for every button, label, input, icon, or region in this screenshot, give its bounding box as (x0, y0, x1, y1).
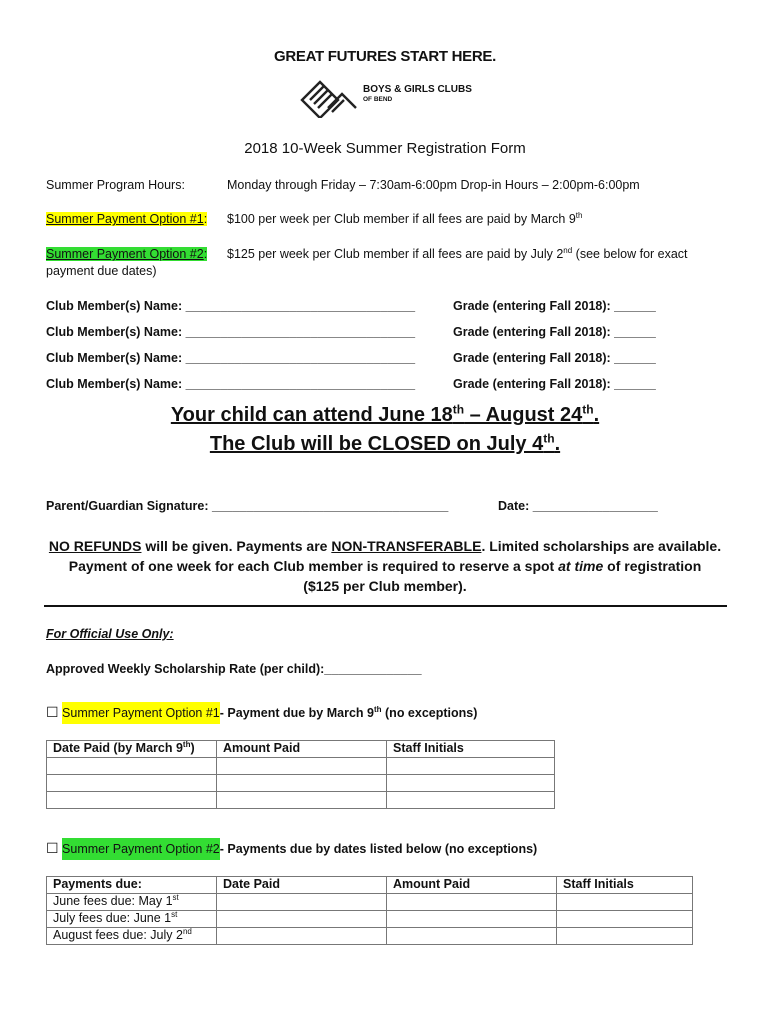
attend-line2-sup: th (543, 431, 555, 446)
attend-line1-a: Your child can attend June 18 (170, 404, 453, 426)
hours-label: Summer Program Hours: (46, 178, 185, 192)
notice-line2-b: of registration (603, 558, 702, 574)
checkbox-icon[interactable]: ☐ (46, 840, 59, 856)
table-cell[interactable] (217, 928, 387, 945)
official-opt2-label: Summer Payment Option #2 (62, 838, 220, 860)
option1-label-wrap (46, 212, 207, 226)
table-header: Payments due: (47, 877, 217, 894)
no-refunds: NO REFUNDS (48, 538, 142, 554)
form-title: 2018 10-Week Summer Registration Form (244, 140, 526, 157)
member-name-field[interactable]: Club Member(s) Name: _________________________________ (46, 299, 416, 313)
option2-text (227, 247, 688, 261)
notice-line3: ($125 per Club member). (303, 578, 467, 594)
table-cell[interactable] (387, 911, 557, 928)
table-header: Date Paid (217, 877, 387, 894)
option2-table (46, 876, 693, 945)
option1-sup: th (575, 210, 583, 220)
official-opt1 (46, 704, 477, 721)
option1-table (46, 740, 555, 809)
official-heading: For Official Use Only: (46, 627, 174, 641)
table-cell[interactable] (557, 894, 693, 911)
due-sup: nd (182, 926, 192, 936)
due-label (47, 928, 217, 945)
option2-desc-b: (see below for exact (572, 247, 688, 261)
divider (44, 605, 727, 607)
attend-line2-a: The Club will be CLOSED on July 4 (209, 433, 544, 455)
table-cell[interactable] (387, 792, 555, 809)
table-header: Amount Paid (217, 741, 387, 758)
notice-line2-a: Payment of one week for each Club member is required to reserve a spot (68, 558, 559, 574)
attend-sup2: th (582, 402, 594, 417)
table-cell[interactable] (217, 758, 387, 775)
table-cell[interactable] (217, 911, 387, 928)
member-name-field[interactable]: Club Member(s) Name: _________________________________ (46, 351, 416, 365)
table-cell[interactable] (557, 928, 693, 945)
non-transferable: NON-TRANSFERABLE (331, 538, 482, 554)
table-row (47, 792, 555, 809)
official-opt2 (46, 840, 537, 857)
due-label (47, 894, 217, 911)
club-logo-icon (298, 78, 360, 118)
attend-line1 (0, 404, 770, 427)
due-sup: st (172, 892, 179, 902)
table-cell[interactable] (47, 792, 217, 809)
attend-line2-b: . (554, 433, 561, 455)
table-row (47, 758, 555, 775)
table-cell[interactable] (47, 775, 217, 792)
table-header-text: Date Paid (by March 9 (53, 741, 183, 755)
due-label (47, 911, 217, 928)
table-cell[interactable] (217, 775, 387, 792)
official-opt1-label: Summer Payment Option #1 (62, 702, 220, 724)
table-cell[interactable] (387, 775, 555, 792)
option2-text-cont: payment due dates) (46, 264, 157, 278)
table-cell[interactable] (387, 928, 557, 945)
member-name-field[interactable]: Club Member(s) Name: _________________________________ (46, 325, 416, 339)
attend-line1-c: . (593, 404, 600, 426)
option1-colon: : (203, 212, 208, 226)
notice-italic: at time (558, 558, 604, 574)
member-grade-field[interactable]: Grade (entering Fall 2018): ______ (453, 377, 656, 391)
attend-sup1: th (452, 402, 465, 417)
official-opt2-text: - Payments due by dates listed below (no exceptions) (219, 842, 538, 856)
tagline: GREAT FUTURES START HERE. (274, 48, 496, 65)
option1-desc: $100 per week per Club member if all fees are paid by March 9 (227, 212, 576, 226)
table-cell[interactable] (387, 894, 557, 911)
table-header: Staff Initials (387, 741, 555, 758)
table-header-sup: th (182, 739, 191, 749)
table-cell[interactable] (557, 911, 693, 928)
table-row (47, 928, 693, 945)
official-opt1-text-b: (no exceptions) (381, 706, 478, 720)
table-cell[interactable] (47, 758, 217, 775)
member-grade-field[interactable]: Grade (entering Fall 2018): ______ (453, 325, 656, 339)
option2-colon: : (203, 247, 208, 261)
notice-line1 (0, 538, 770, 554)
option1-text (227, 212, 582, 226)
official-opt1-sup: th (373, 704, 382, 714)
table-row (47, 894, 693, 911)
org-sub: OF BEND (363, 96, 393, 103)
table-header-close: ) (190, 741, 195, 755)
official-opt1-text: - Payment due by March 9 (219, 706, 374, 720)
due-text: June fees due: May 1 (53, 894, 173, 908)
date-field[interactable]: Date: __________________ (498, 499, 658, 513)
notice-line2 (0, 558, 770, 574)
hours-value: Monday through Friday – 7:30am-6:00pm Drop-in Hours – 2:00pm-6:00pm (227, 178, 640, 192)
table-header: Amount Paid (387, 877, 557, 894)
table-cell[interactable] (387, 758, 555, 775)
table-header (47, 741, 217, 758)
table-row (47, 775, 555, 792)
attend-line2 (0, 433, 770, 456)
table-header: Staff Initials (557, 877, 693, 894)
member-grade-field[interactable]: Grade (entering Fall 2018): ______ (453, 299, 656, 313)
member-grade-field[interactable]: Grade (entering Fall 2018): ______ (453, 351, 656, 365)
table-cell[interactable] (217, 894, 387, 911)
due-text: July fees due: June 1 (53, 911, 172, 925)
notice-part1: will be given. Payments are (141, 538, 332, 554)
option2-label-wrap (46, 247, 207, 261)
due-sup: st (171, 909, 178, 919)
checkbox-icon[interactable]: ☐ (46, 704, 59, 720)
option2-desc: $125 per week per Club member if all fees are paid by July 2 (227, 247, 564, 261)
org-name: BOYS & GIRLS CLUBS (363, 84, 472, 95)
notice-part2: . Limited scholarships are available. (481, 538, 722, 554)
option1-label: Summer Payment Option #1 (46, 212, 204, 226)
attend-line1-b: – August 24 (464, 404, 583, 426)
member-name-field[interactable]: Club Member(s) Name: _________________________________ (46, 377, 416, 391)
option2-sup: nd (563, 245, 573, 255)
table-cell[interactable] (217, 792, 387, 809)
scholarship-field[interactable]: Approved Weekly Scholarship Rate (per child):______________ (46, 662, 422, 676)
option2-label: Summer Payment Option #2 (46, 247, 204, 261)
signature-field[interactable]: Parent/Guardian Signature: __________________________________ (46, 499, 449, 513)
due-text: August fees due: July 2 (53, 928, 183, 942)
table-row (47, 911, 693, 928)
